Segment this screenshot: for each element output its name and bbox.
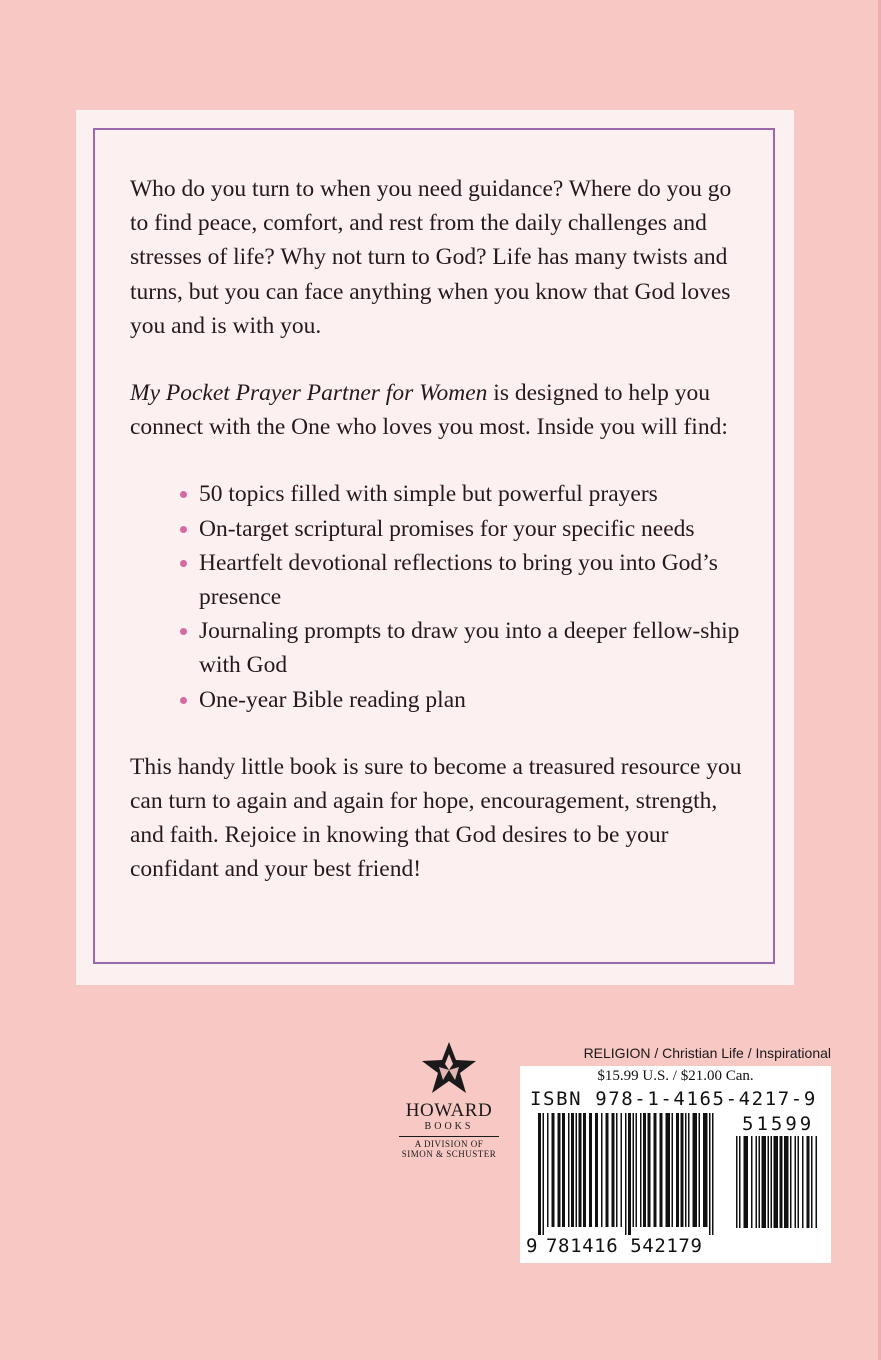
isbn-label: ISBN 978-1-4165-4217-9 [530,1088,817,1110]
barcode-bar [685,1113,687,1227]
barcode-bar [762,1136,767,1228]
publisher-division: A DIVISION OF [414,1139,484,1149]
description-paragraph-1: Who do you turn to when you need guidance? Where do you go to find peace, comfort, and rest from the daily challenges and stresses of life? Why not turn to God? Life has many twists and turns, but you can face anything when you know that God loves you and is with you. [130,176,732,339]
book-title: My Pocket Prayer Partner for Women [130,380,488,407]
barcode-bar [807,1136,810,1228]
barcode-bar [744,1136,749,1228]
barcode-bar [612,1113,615,1227]
barcode-bar [643,1113,646,1227]
list-item: 50 topics filled with simple but powerful prayers [199,477,750,511]
barcode-bar [811,1136,813,1228]
barcode-bar [538,1113,541,1235]
bullet-icon [180,697,187,704]
price-label: $15.99 U.S. / $21.00 Can. [597,1068,754,1084]
barcode-bar [601,1113,603,1227]
paragraph-2-text: is designed to help you connect with the One who loves you most. Inside you will find: [130,380,728,441]
barcode-bar [660,1113,663,1227]
barcode-bar [606,1113,609,1227]
barcode-bar [756,1136,758,1228]
list-item: One-year Bible reading plan [199,683,750,717]
category-label: RELIGION / Christian Life / Inspirational [583,1045,831,1061]
barcode-bar [633,1113,635,1227]
barcode-bar [739,1136,741,1228]
barcode-bar [693,1113,698,1227]
barcode-bar [654,1113,657,1227]
barcode-bar [676,1113,679,1227]
barcode-bar [648,1113,651,1227]
barcode-bar [712,1113,714,1235]
publisher-logo [396,1040,502,1159]
barcode-bar [666,1113,671,1227]
barcode-bar [688,1113,690,1227]
barcode-bar [802,1136,804,1228]
barcode-bar [552,1113,555,1227]
barcode-bar [736,1136,738,1228]
barcode-bar [784,1136,789,1228]
bullet-icon [180,628,187,635]
addon-number: 51599 [742,1113,815,1135]
publisher-parent: SIMON & SCHUSTER [401,1149,497,1159]
barcode-bar [780,1136,783,1228]
barcode-bar [579,1113,582,1227]
barcode-bar [543,1113,545,1235]
barcode-bar [625,1113,627,1235]
barcode-bar [621,1113,623,1227]
description-paragraph-3: This handy little book is sure to become a treasured resource you can turn to again and again for hope, encouragement, strength, and faith. Rejoice in knowing that God desires to be your confidant and your best friend! [130,753,742,883]
bullet-icon [180,491,187,498]
ean-leading-digit: 9 [526,1235,538,1257]
barcode-bar [790,1136,792,1228]
list-item: Heartfelt devotional reflections to bring you into God’s presence [199,546,750,614]
star-icon [419,1040,479,1096]
description-paragraph-2 [130,376,750,444]
barcode-bar [562,1113,565,1227]
publisher-divider [399,1136,499,1137]
ean-number: 781416 542179 [546,1235,703,1257]
barcode-bar [640,1113,642,1227]
barcode-bar [681,1113,684,1227]
list-item: On-target scriptural promises for your specific needs [199,512,750,546]
description-panel [76,110,794,985]
barcode-bar [709,1113,711,1235]
barcode-bar [576,1113,578,1227]
bullet-icon [180,560,187,567]
publisher-name: HOWARD [405,1100,493,1121]
publisher-imprint: BOOKS [424,1121,474,1132]
barcode-bar [774,1136,779,1228]
barcode-bar [547,1113,549,1227]
barcode-bar [816,1136,818,1228]
ean-barcode [538,1113,718,1235]
barcode-bar [672,1113,674,1227]
barcode-bar [798,1136,800,1228]
barcode-bar [589,1113,592,1227]
barcode-bar [771,1136,773,1228]
barcode-bar [759,1136,761,1228]
barcode-bar [595,1113,598,1227]
description-copy [130,172,750,887]
list-item: Journaling prompts to draw you into a deeper fellow-ship with God [199,614,750,682]
barcode-box [520,1066,831,1263]
barcode-bar [571,1113,574,1227]
barcode-bar [795,1136,797,1228]
barcode-bar [636,1113,638,1227]
addon-barcode [736,1136,826,1236]
benefits-list [130,477,750,716]
barcode-bar [616,1113,618,1227]
barcode-bar [568,1113,570,1227]
barcode-bar [558,1113,561,1227]
barcode-bar [751,1136,753,1228]
barcode-bar [768,1136,770,1228]
barcode-bar [699,1113,701,1227]
barcode-bar [703,1113,708,1227]
barcode-bar [628,1113,631,1235]
barcode-bar [583,1113,586,1227]
bullet-icon [180,526,187,533]
